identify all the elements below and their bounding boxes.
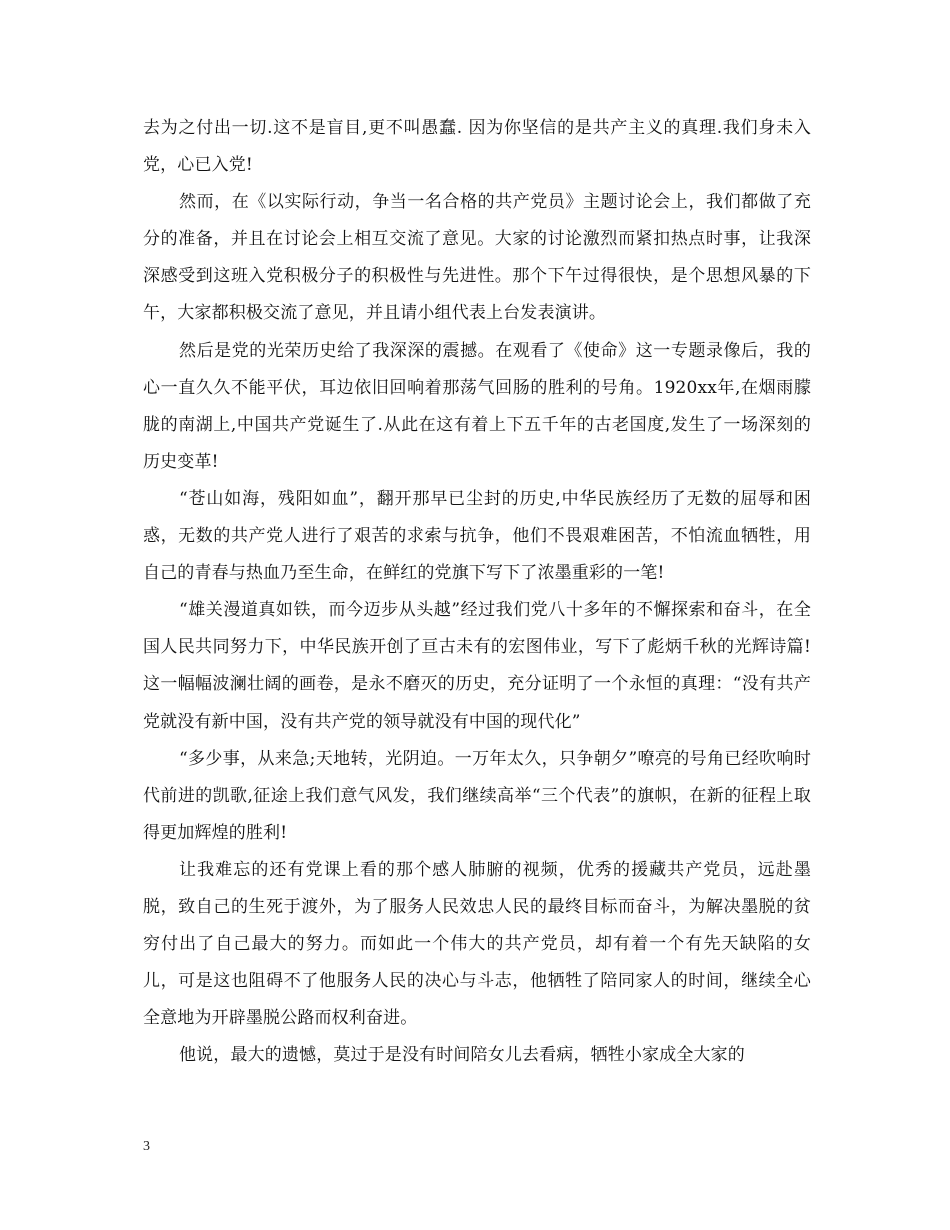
page-number: 3: [143, 1139, 150, 1154]
paragraph-discussion-meeting: 然而，在《以实际行动，争当一名合格的共产党员》主题讨论会上，我们都做了充分的准备，并且在讨论会上相互交流了意见。大家的讨论激烈而紧扣热点时事，让我深深感受到这班入党积极分子的积极性与先进性。那个下午过得很快，是个思想风暴的下午，大家都积极交流了意见，并且请小组代表上台发表演讲。: [143, 192, 811, 324]
paragraph-continuation: 去为之付出一切.这不是盲目,更不叫愚蠢. 因为你坚信的是共产主义的真理.我们身未入党，心已入党!: [143, 118, 811, 176]
paragraph-regret: 他说，最大的遗憾，莫过于是没有时间陪女儿去看病，牺牲小家成全大家的: [179, 1045, 745, 1066]
paragraph-cangshan-quote: “苍山如海，残阳如血”，翻开那早已尘封的历史,中华民族经历了无数的屈辱和困惑，无数的共产党人进行了艰苦的求索与抗争，他们不畏艰难困苦，不怕流血牺牲，用自己的青春与热血乃至生命，在鲜红的党旗下写下了浓墨重彩的一笔!: [143, 488, 811, 584]
paragraph-duoshaoshi-quote: “多少事，从来急;天地转，光阴迫。一万年太久，只争朝夕”嘹亮的号角已经吹响时代前进的凯歌,征途上我们意气风发，我们继续高举“三个代表”的旗帜，在新的征程上取得更加辉煌的胜利!: [143, 748, 811, 843]
paragraph-motuo-video: 让我难忘的还有党课上看的那个感人肺腑的视频，优秀的援藏共产党员，远赴墨脱，致自己的生死于渡外，为了服务人民效忠人民的最终目标而奋斗，为解决墨脱的贫穷付出了自己最大的努力。而如此一个伟大的共产党员，却有着一个有先天缺陷的女儿，可是这也阻碍不了他服务人民的决心与斗志，他牺牲了陪同家人的时间，继续全心全意地为开辟墨脱公路而权利奋进。: [143, 859, 811, 1029]
paragraph-party-history: 然后是党的光荣历史给了我深深的震撼。在观看了《使命》这一专题录像后，我的心一直久久不能平伏，耳边依旧回响着那荡气回肠的胜利的号角。1920xx年,在烟雨朦胧的南湖上,中国共产党诞生了.从此在这有着上下五千年的古老国度,发生了一场深刻的历史变革!: [143, 340, 811, 472]
paragraph-xiongguan-quote: “雄关漫道真如铁，而今迈步从头越”经过我们党八十多年的不懈探索和奋斗，在全国人民共同努力下，中华民族开创了亘古未有的宏图伟业，写下了彪炳千秋的光辉诗篇!这一幅幅波澜壮阔的画卷，是永不磨灭的历史，充分证明了一个永恒的真理：“没有共产党就没有新中国，没有共产党的领导就没有中国的现代化”: [143, 600, 811, 732]
document-body: [143, 110, 811, 1074]
